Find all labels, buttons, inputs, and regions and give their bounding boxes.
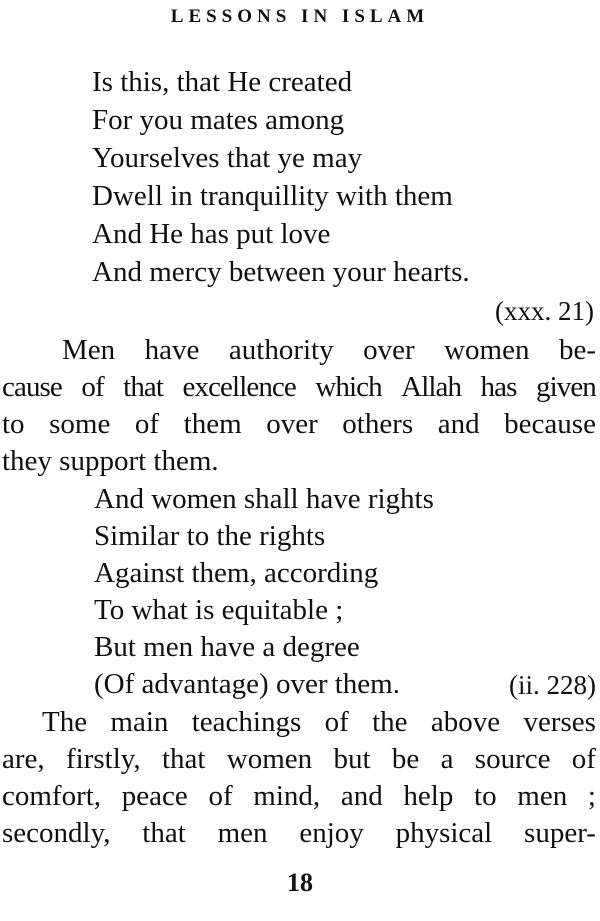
word: source <box>474 743 551 775</box>
word: teachings <box>191 706 302 738</box>
paragraph-line: they support them. <box>2 445 219 477</box>
word: peace <box>121 780 188 812</box>
word: that <box>142 817 186 849</box>
word: main <box>110 706 169 738</box>
paragraph-line <box>62 332 596 368</box>
verse-line: But men have a degree <box>94 631 360 663</box>
verse-line: And mercy between your hearts. <box>92 256 470 288</box>
word: women <box>226 743 313 775</box>
word: above <box>430 706 501 738</box>
paragraph-line <box>2 741 596 777</box>
word: secondly, <box>2 817 111 849</box>
word: comfort, <box>2 780 102 812</box>
word: a <box>440 743 454 775</box>
word: over <box>266 408 318 440</box>
verse-reference: (ii. 228) <box>509 670 596 700</box>
running-header: LESSONS IN ISLAM <box>170 6 430 27</box>
verse-reference: (xxx. 21) <box>495 296 594 326</box>
word: be- <box>558 334 596 366</box>
verse-line: Similar to the rights <box>94 520 326 552</box>
verse-line: For you mates among <box>92 104 345 136</box>
word: of <box>134 408 160 440</box>
word: mind, <box>253 780 321 812</box>
verse-line: Yourselves that ye may <box>92 142 363 174</box>
page-number: 18 <box>287 868 313 897</box>
word: excellence <box>182 371 296 403</box>
paragraph-line <box>42 704 596 740</box>
verse-line: (Of advantage) over them. <box>94 668 400 700</box>
word: given <box>535 371 596 403</box>
word: have <box>144 334 200 366</box>
word: help <box>403 780 454 812</box>
paragraph-line <box>2 778 596 814</box>
word: Allah <box>401 371 462 403</box>
word: to <box>2 408 25 440</box>
word: that <box>161 743 206 775</box>
paragraph-line <box>2 406 596 442</box>
verse-line: To what is equitable ; <box>94 594 344 626</box>
word: some <box>49 408 111 440</box>
paragraph-line <box>2 815 596 851</box>
word: men <box>517 780 568 812</box>
verse-line: Dwell in tranquillity with them <box>92 180 453 212</box>
word: the <box>372 706 408 738</box>
verse-line: And women shall have rights <box>94 483 434 515</box>
word: and <box>340 780 383 812</box>
word: which <box>315 371 382 403</box>
paragraph-line <box>2 369 596 405</box>
word: ; <box>587 780 596 812</box>
word: of <box>571 743 596 775</box>
verse-line: Is this, that He created <box>92 66 353 98</box>
word: enjoy <box>299 817 364 849</box>
verse-line: And He has put love <box>92 218 331 250</box>
word: verses <box>523 706 596 738</box>
word: authority <box>228 334 334 366</box>
word: physical <box>395 817 493 849</box>
word: because <box>504 408 596 440</box>
verse-line: Against them, according <box>94 557 379 589</box>
word: to <box>474 780 497 812</box>
word: of <box>208 780 233 812</box>
word: of <box>324 706 349 738</box>
word: of <box>81 371 104 403</box>
word: Men <box>62 334 116 366</box>
word: men <box>217 817 268 849</box>
word: be <box>391 743 420 775</box>
word: are, <box>2 743 45 775</box>
word: super- <box>524 817 596 849</box>
word: and <box>437 408 480 440</box>
word: others <box>342 408 414 440</box>
word: but <box>333 743 371 775</box>
word: that <box>123 371 164 403</box>
word: over <box>363 334 415 366</box>
word: The <box>42 706 88 738</box>
word: women <box>444 334 530 366</box>
word: them <box>183 408 242 440</box>
word: firstly, <box>65 743 141 775</box>
word: cause <box>2 371 62 403</box>
word: has <box>480 371 517 403</box>
